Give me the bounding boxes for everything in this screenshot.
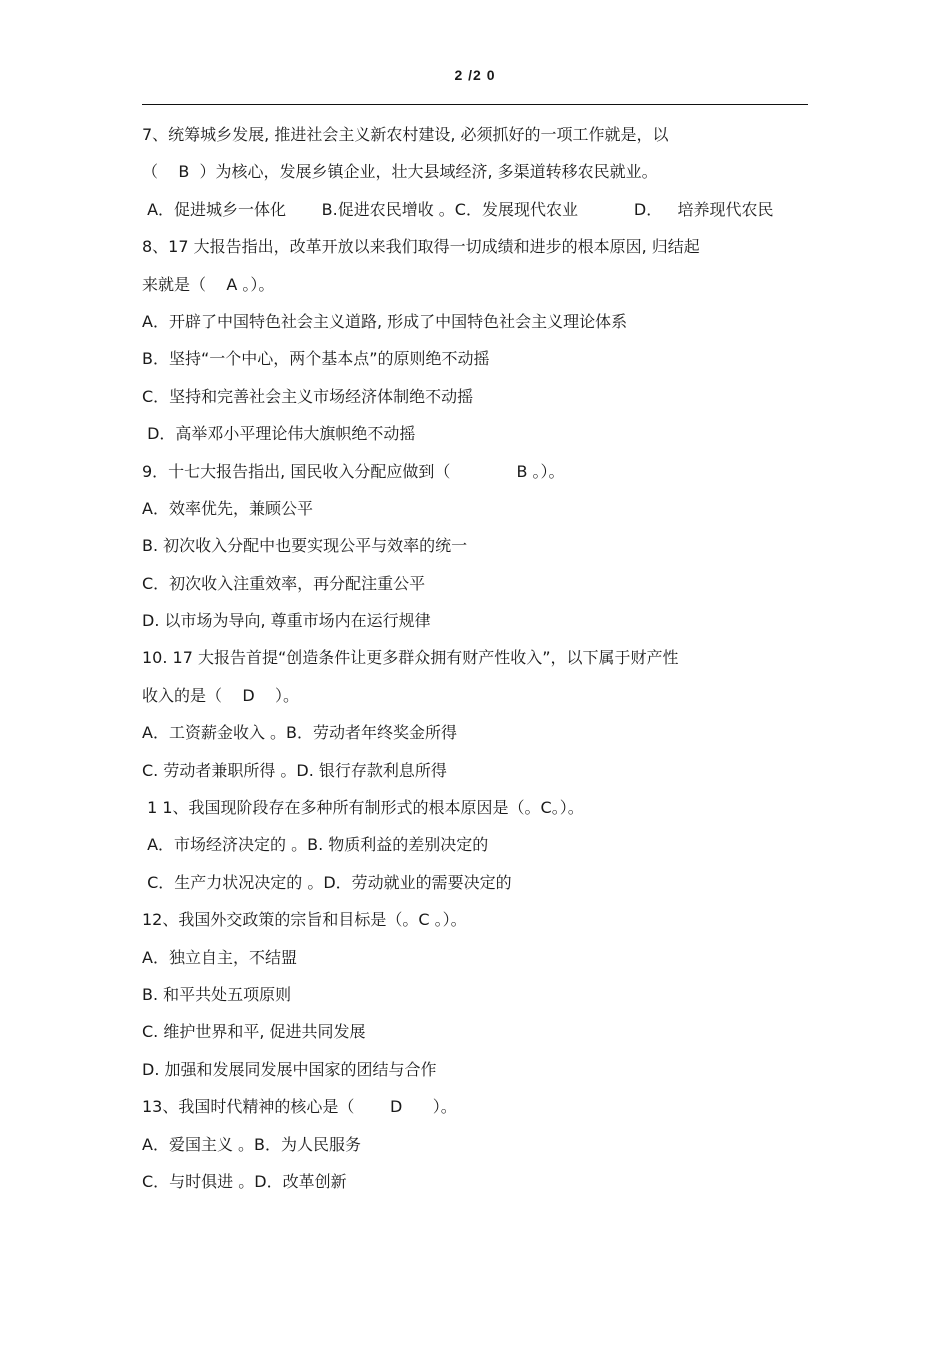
text-line: B. 和平共处五项原则 [142, 984, 292, 1004]
text-line: （ B ）为核心，发展乡镇企业，壮大县域经济, 多渠道转移农民就业。 [142, 162, 658, 182]
text-line: 收入的是（ D ）。 [142, 685, 300, 705]
text-line: A．爱国主义 。B．为人民服务 [142, 1134, 362, 1154]
text-line: D. 以市场为导向, 尊重市场内在运行规律 [142, 611, 431, 631]
text-line: 7、统筹城乡发展, 推进社会主义新农村建设, 必须抓好的一项工作就是，以 [142, 125, 669, 144]
text-line: 9．十七大报告指出, 国民收入分配应做到（ B 。）。 [142, 461, 565, 481]
text-line: A．独立自主，不结盟 [142, 947, 297, 967]
text-line: C. 劳动者兼职所得 。D. 银行存款利息所得 [142, 760, 447, 780]
text-line: C．生产力状况决定的 。D．劳动就业的需要决定的 [142, 872, 512, 892]
text-line: B．坚持“一个中心，两个基本点”的原则绝不动摇 [142, 349, 490, 369]
text-line: 8、17 大报告指出，改革开放以来我们取得一切成绩和进步的根本原因, 归结起 [142, 237, 700, 257]
page-number: 2 /2 0 [454, 67, 496, 83]
text-line: C．与时俱进 。D．改革创新 [142, 1171, 347, 1191]
text-line: B. 初次收入分配中也要实现公平与效率的统一 [142, 536, 468, 556]
text-line: D．高举邓小平理论伟大旗帜绝不动摇 [142, 424, 416, 444]
text-line: 12、我国外交政策的宗旨和目标是（。C 。）。 [142, 910, 467, 930]
text-line: C．初次收入注重效率，再分配注重公平 [142, 573, 426, 593]
text-line: C．坚持和完善社会主义市场经济体制绝不动摇 [142, 386, 474, 406]
text-line: D. 加强和发展同发展中国家的团结与合作 [142, 1059, 437, 1079]
text-line: 1 1、我国现阶段存在多种所有制形式的根本原因是（。C。）。 [142, 798, 584, 818]
text-line: A．促进城乡一体化 B.促进农民增收 。C．发展现代农业 D． 培养现代农民 [142, 199, 774, 219]
question-text-body [142, 120, 822, 1204]
text-line: 10. 17 大报告首提“创造条件让更多群众拥有财产性收入”，以下属于财产性 [142, 648, 679, 668]
text-line: C. 维护世界和平, 促进共同发展 [142, 1022, 366, 1042]
text-line: 13、我国时代精神的核心是（ D ）。 [142, 1097, 457, 1117]
text-line: A．开辟了中国特色社会主义道路, 形成了中国特色社会主义理论体系 [142, 311, 628, 331]
text-line: A．效率优先，兼顾公平 [142, 498, 313, 518]
text-line: A．工资薪金收入 。B．劳动者年终奖金所得 [142, 723, 458, 743]
text-line: 来就是（ A 。）。 [142, 274, 275, 294]
header-divider [142, 104, 808, 105]
text-line: A．市场经济决定的 。B. 物质利益的差别决定的 [142, 835, 489, 855]
